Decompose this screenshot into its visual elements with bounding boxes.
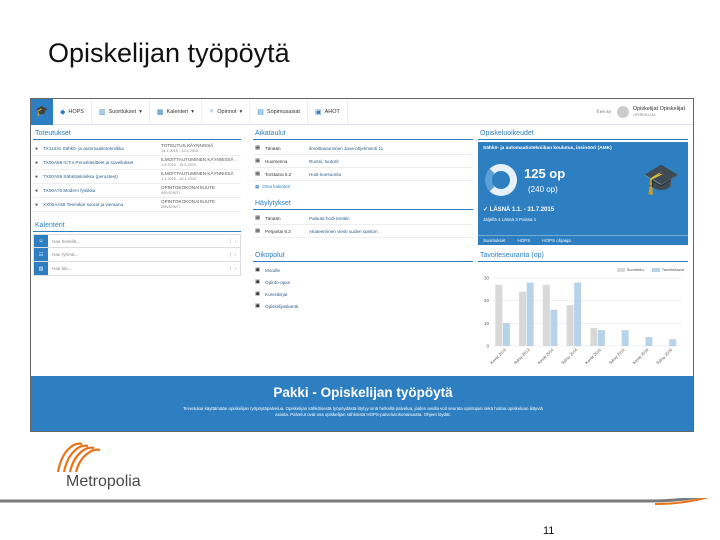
bar-tavoiteltavat bbox=[598, 330, 605, 346]
bar-tavoiteltavat bbox=[527, 283, 534, 346]
y-tick-label: 0 bbox=[486, 343, 489, 349]
havityiset-title: Häylytykset bbox=[253, 196, 473, 210]
schedule-row[interactable] bbox=[253, 225, 473, 238]
toteutus-row[interactable] bbox=[33, 142, 241, 156]
degree-name: Sähkö- ja automaatiotekniikan koulutus, insinööri (AMK) bbox=[483, 146, 612, 151]
bell-icon: ▦ bbox=[255, 215, 261, 221]
calendar-icon: ▦ bbox=[255, 171, 261, 177]
schedule-row[interactable] bbox=[253, 168, 473, 181]
footer-swoosh bbox=[0, 498, 720, 506]
slide-title: Opiskelijan työpöytä bbox=[48, 38, 290, 68]
oikopolut-list bbox=[253, 264, 473, 312]
banner-title: Pakki - Opiskelijan työpöytä bbox=[273, 385, 453, 400]
logo-wordmark: Metropolia bbox=[66, 473, 141, 490]
course-status-label: OPINTOKOKONAISUUTE bbox=[161, 185, 216, 190]
chart-svg bbox=[478, 264, 688, 372]
course-status bbox=[161, 199, 239, 210]
shortcut-link[interactable] bbox=[253, 264, 473, 276]
legend-label: Suoritettu bbox=[626, 267, 644, 272]
banner-description: Tervetuloa käyttämään opiskelijan työpöytäpalvelua. Opiskelijan sähköisestä työpöydästä löytyy sinä hetkellä palvelua, joiden avulla voit seurata opintojasi sekä hoitaa opiskeluun liittyviä asioita. Palvelut ovat osa opiskelijan sähköistä HOPS-palvelukokonaisuutta. Ohjeet löydät. bbox=[183, 406, 543, 417]
tavoiteseuranta-title: Tavoiteseuranta (op) bbox=[478, 248, 688, 262]
course-status-icon: ● bbox=[35, 173, 39, 180]
calendar-icon: ▦ bbox=[156, 108, 164, 116]
nav-item-hops[interactable]: ◆ HOPS bbox=[53, 99, 92, 125]
enrollment-status: ✓ LÄSNÄ 1.1. - 31.7.2015 bbox=[483, 207, 555, 213]
pakki-banner bbox=[31, 376, 694, 432]
course-status-icon: ● bbox=[35, 145, 39, 152]
schedule-row[interactable] bbox=[253, 155, 473, 168]
course-status-label: OPINTOKOKONAISUUTE bbox=[161, 199, 216, 204]
schedule-day: Perjantai 6.2 bbox=[265, 228, 291, 234]
calendar-icon: ▦ bbox=[255, 184, 260, 189]
toteutus-row[interactable] bbox=[33, 156, 241, 170]
legend-item bbox=[617, 267, 644, 272]
aikataulu-list bbox=[253, 142, 473, 181]
study-right-card bbox=[478, 142, 688, 245]
shortcut-link[interactable] bbox=[253, 288, 473, 300]
building-icon: ▥ bbox=[34, 262, 48, 275]
search-placeholder: Hae ryhmä... bbox=[52, 252, 79, 257]
lightbulb-icon: ♀ bbox=[209, 108, 215, 115]
toteutus-row[interactable] bbox=[33, 198, 241, 212]
search-placeholder: Hae tila... bbox=[52, 266, 72, 271]
bar-tavoiteltavat bbox=[622, 330, 629, 346]
chevron-right-icon[interactable]: › bbox=[230, 252, 240, 257]
schedule-day: Tänään bbox=[265, 215, 281, 221]
course-status-label: TOTEUTUS KÄYNNISSÄ bbox=[161, 143, 214, 148]
course-status-date: 15.1.2015 - 15.5.2015 bbox=[161, 148, 199, 153]
course-status bbox=[161, 143, 239, 154]
calendar-search-field[interactable] bbox=[33, 234, 241, 248]
schedule-text: Akateeminen viesti uuden opiston bbox=[309, 228, 378, 234]
nav-item-kalenteri[interactable]: ▦ Kalenteri ▾ bbox=[150, 99, 202, 125]
course-name: TX11431 Sähkö- ja automaatiotekniikka bbox=[43, 146, 124, 151]
course-status-date: ARVIOINTI bbox=[161, 190, 180, 195]
shortcut-label: Moodle bbox=[265, 267, 281, 273]
chart-legend bbox=[617, 267, 684, 272]
shortcut-label: Opinto-opas bbox=[265, 279, 291, 285]
group-icon: ☷ bbox=[34, 248, 48, 261]
bar-suoritettu bbox=[495, 285, 502, 346]
bar-suoritettu bbox=[543, 285, 550, 346]
language-selector[interactable]: fi en sv bbox=[596, 109, 611, 114]
user-menu[interactable] bbox=[617, 106, 693, 118]
nav-item-suoritukset[interactable]: ▥ Suoritukset ▾ bbox=[92, 99, 150, 125]
bell-icon: ▦ bbox=[255, 228, 261, 234]
schedule-text: Palauta hodi-tenttiin bbox=[309, 215, 350, 221]
course-name: TX00A70 Modern fysiikka bbox=[43, 188, 96, 193]
calendar-icon: ▦ bbox=[255, 158, 261, 164]
grid-icon: ▣ bbox=[314, 108, 322, 116]
kalenterit-title: Kalenterit bbox=[33, 218, 241, 232]
toteutus-row[interactable] bbox=[33, 170, 241, 184]
schedule-day: Huomenna bbox=[265, 158, 288, 164]
schedule-row[interactable] bbox=[253, 142, 473, 155]
chevron-right-icon[interactable]: › bbox=[230, 239, 240, 244]
x-tick-label: Syksy 2016 bbox=[655, 347, 674, 366]
credits-completed: 125 op bbox=[524, 166, 566, 181]
course-name: XX00AA58 Teemikar suorat ja vieraana bbox=[43, 202, 124, 207]
x-tick-label: Syksy 2014 bbox=[560, 347, 579, 366]
course-status bbox=[161, 171, 239, 182]
legend-swatch bbox=[617, 268, 625, 272]
schedule-row[interactable] bbox=[253, 212, 473, 225]
toteutukset-title: Toteutukset bbox=[33, 126, 241, 140]
course-status bbox=[161, 185, 239, 196]
oikopolut-title: Oikopolut bbox=[253, 248, 473, 262]
nav-item-ahot[interactable]: ▣ AHOT bbox=[308, 99, 348, 125]
bar-suoritettu bbox=[590, 328, 597, 346]
nav-item-sopimusasiat[interactable]: ▤ Sopimusasiat bbox=[250, 99, 308, 125]
course-status-icon: ● bbox=[35, 201, 39, 208]
logo-mark-icon bbox=[52, 440, 102, 474]
legend-swatch bbox=[652, 268, 660, 272]
course-status-icon: ● bbox=[35, 159, 39, 166]
shortcut-link[interactable] bbox=[253, 300, 473, 312]
shortcut-link[interactable] bbox=[253, 276, 473, 288]
person-icon: ☺ bbox=[34, 235, 48, 247]
schedule-text: Ruotsi, tuutorit bbox=[309, 158, 339, 164]
column-left bbox=[33, 126, 241, 276]
cube-icon: ◆ bbox=[60, 108, 66, 116]
chevron-right-icon[interactable]: › bbox=[230, 266, 240, 271]
x-tick-label: Kevät 2016 bbox=[631, 347, 650, 366]
bar-tavoiteltavat bbox=[550, 310, 557, 346]
column-middle bbox=[253, 126, 473, 312]
legend-item bbox=[652, 267, 684, 272]
y-tick-label: 20 bbox=[483, 298, 489, 304]
toteutukset-list bbox=[33, 142, 241, 212]
aikataulut-title: Aikataulut bbox=[253, 126, 473, 140]
course-status-label: ILMOITTAUTUMINEN KÄYNNISSÄ bbox=[161, 157, 234, 162]
bar-tavoiteltavat bbox=[574, 283, 581, 346]
legend-label: Tavoiteltavat bbox=[661, 267, 684, 272]
opiskeluoikeudet-title: Opiskeluoikeudet bbox=[478, 126, 688, 140]
credits-donut bbox=[485, 164, 517, 196]
home-button[interactable] bbox=[31, 99, 53, 125]
y-tick-label: 10 bbox=[483, 320, 489, 326]
course-status-date: ARVIOINTI bbox=[161, 204, 180, 209]
oma-kalenteri-link[interactable]: ▦ Oma kalenteri bbox=[255, 184, 291, 189]
bar-suoritettu bbox=[567, 305, 574, 346]
study-card-links bbox=[478, 235, 688, 245]
semester-counts: Jäljellä 4 Läsnä 3 Poissa 1 bbox=[483, 217, 537, 222]
external-icon: ▣ bbox=[255, 267, 261, 273]
x-tick-label: Syksy 2015 bbox=[607, 347, 626, 366]
top-nav bbox=[31, 99, 693, 125]
calendar-search-field[interactable] bbox=[33, 248, 241, 262]
document-icon: ▤ bbox=[257, 108, 264, 116]
column-right bbox=[478, 126, 688, 372]
book-icon: ▣ bbox=[255, 291, 261, 297]
chevron-down-icon: ▾ bbox=[191, 108, 194, 115]
graduation-cap-icon: 🎓 bbox=[642, 163, 680, 196]
search-placeholder: Hae henkilö... bbox=[52, 238, 81, 244]
user-role: OPISKELIJA bbox=[632, 111, 656, 117]
x-tick-label: Kevät 2013 bbox=[489, 347, 507, 366]
shortcut-label: Opiskelijaskantti bbox=[265, 303, 299, 309]
bar-chart-icon: ▥ bbox=[98, 108, 106, 116]
chevron-down-icon: ▾ bbox=[139, 108, 142, 115]
study-card-link[interactable]: HOPS bbox=[517, 238, 531, 243]
schedule-day: Tänään bbox=[265, 145, 281, 151]
bar-tavoiteltavat bbox=[645, 337, 652, 346]
course-status-label: ILMOITTAUTUMINEN KÄYNNISSÄ bbox=[161, 171, 234, 176]
nav-item-opinnot[interactable]: ♀ Opinnot ▾ bbox=[202, 99, 250, 125]
y-tick-label: 30 bbox=[483, 275, 489, 281]
dashboard-screenshot bbox=[30, 98, 694, 432]
calendar-icon: ▦ bbox=[255, 145, 261, 151]
schedule-text: Ilmoittautuminen Java-ohjelmointi 11 bbox=[309, 145, 384, 151]
study-card-link[interactable]: HOPS ohjaaja bbox=[542, 238, 571, 243]
shortcut-label: Kurssikirjat bbox=[265, 291, 288, 297]
course-status-date: 1.1.2015 - 15.1.2015 bbox=[161, 176, 197, 181]
x-tick-label: Syksy 2013 bbox=[512, 347, 531, 366]
bar-suoritettu bbox=[519, 292, 526, 346]
schedule-text: Hodi-koesuoritu bbox=[309, 171, 342, 177]
bar-tavoiteltavat bbox=[503, 323, 510, 346]
link-icon: ▣ bbox=[255, 303, 261, 309]
bar-tavoiteltavat bbox=[669, 339, 676, 346]
external-icon: ▣ bbox=[255, 279, 261, 285]
check-circle-icon: ✓ bbox=[483, 207, 490, 213]
page-number: 11 bbox=[543, 525, 555, 537]
graduation-cap-icon: 🎓 bbox=[35, 106, 49, 117]
x-tick-label: Kevät 2015 bbox=[584, 347, 602, 366]
course-status bbox=[161, 157, 239, 168]
avatar bbox=[617, 106, 629, 118]
toteutus-row[interactable] bbox=[33, 184, 241, 198]
user-name: Opiskelijat Opiskelijat bbox=[632, 105, 685, 112]
credits-required: (240 op) bbox=[528, 185, 558, 194]
calendar-search-field[interactable] bbox=[33, 262, 241, 276]
metropolia-logo bbox=[52, 440, 162, 492]
chevron-down-icon: ▾ bbox=[239, 108, 243, 115]
x-tick-label: Kevät 2014 bbox=[536, 347, 555, 366]
course-name: TX00A59 Sähkötekniikka (perusteet) bbox=[43, 174, 118, 179]
course-status-icon: ● bbox=[35, 187, 39, 194]
course-status-date: 1.5.2015 - 15.5.2015 bbox=[161, 162, 197, 167]
goal-tracking-chart bbox=[478, 264, 688, 372]
course-name: TX00A58 ICT:n Peruskäsitteet ja sovellukset bbox=[43, 160, 134, 165]
schedule-day: Torstaina 5.2 bbox=[265, 171, 292, 177]
havityiset-list bbox=[253, 212, 473, 238]
calendar-search-list bbox=[33, 234, 241, 276]
study-card-link[interactable]: Suoritukset bbox=[483, 238, 506, 243]
